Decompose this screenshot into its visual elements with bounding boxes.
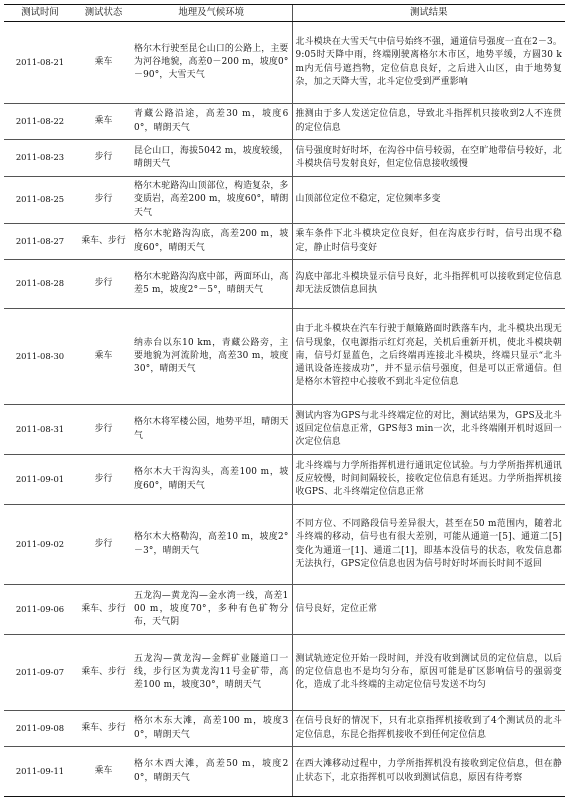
- row-result: 沟底中部北斗模块显示信号良好，北斗指挥机可以接收到定位信息却无法反馈信息回执: [292, 260, 565, 309]
- table-row: [4, 140, 565, 177]
- row-mode: 乘车、步行: [76, 224, 131, 260]
- row-date: 2011-09-11: [4, 747, 76, 797]
- row-date: 2011-09-06: [4, 585, 76, 635]
- row-environment: 格尔木行驶至昆仑山口的公路上，主要为河谷地貌，高差0－200 m，坡度0°－90°，大雪天气: [131, 22, 292, 104]
- row-result: 不同方位、不同路段信号差异很大，甚至在50 m范围内，随着北斗终端的移动，信号也有很大差别，可能从通道一[5]、通道二[5]变化为通道一[1]、通道二[1]，即基本没信号的状态，收发信息都无法执行，GPS定位信息也因为信号时好时坏而长时间不返回: [292, 505, 565, 585]
- row-environment: 格尔木驼路沟沟底中部，两面环山，高差5 m，坡度2°－5°，晴朗天气: [131, 260, 292, 309]
- table-row: [4, 224, 565, 260]
- row-mode: 乘车: [76, 309, 131, 405]
- row-environment: 格尔木大干沟沟头，高差100 m，坡度60°，晴朗天气: [131, 455, 292, 505]
- row-environment: 五龙沟—黄龙沟—金辉矿业隧道口一线，步行区为黄龙沟11号金矿带，高差100 m，坡度30°，晴朗天气: [131, 635, 292, 711]
- row-result: 乘车条件下北斗模块定位良好，但在沟底步行时，信号出现不稳定，静止时信号变好: [292, 224, 565, 260]
- row-environment: 格尔木西大滩，高差50 m，坡度20°，晴朗天气: [131, 747, 292, 797]
- header-test-status: 测试状态: [76, 5, 131, 22]
- row-result: 北斗模块在大雪天气中信号始终不强，通道信号强度一直在2－3。9:05时天降中雨，终端刚驶离格尔木市区，地势平缓，方圆30 km内无信号遮挡物，定位信息良好，之后进入山区，由于地势复杂，加之天降大雪，北斗定位受到严重影响: [292, 22, 565, 104]
- row-result: 在西大滩移动过程中，力学所指挥机没有接收到定位信息，但在静止状态下，北京指挥机可以收到测试信息，原因有待考察: [292, 747, 565, 797]
- table-row: [4, 505, 565, 585]
- row-mode: 乘车: [76, 104, 131, 140]
- row-environment: 格尔木驼路沟沟底，高差200 m，坡度60°，晴朗天气: [131, 224, 292, 260]
- row-date: 2011-08-31: [4, 405, 76, 455]
- row-environment: 纳赤台以东10 km，青藏公路旁，主要地貌为河流阶地，高差30 m，坡度30°，晴朗天气: [131, 309, 292, 405]
- row-result: 测试内容为GPS与北斗终端定位的对比，测试结果为，GPS及北斗返回定位信息正常，GPS每3 min一次，北斗终端刚开机时返回一次定位信息: [292, 405, 565, 455]
- header-environment: 地理及气候环境: [131, 5, 292, 22]
- row-result: 信号强度时好时坏，在沟谷中信号较弱，在空旷地带信号较好，北斗模块信号发射良好，但定位信息接收缓慢: [292, 140, 565, 177]
- test-results-table: [4, 4, 565, 797]
- table-row: [4, 635, 565, 711]
- row-date: 2011-09-01: [4, 455, 76, 505]
- row-result: 测试轨迹定位开始一段时间，并没有收到测试员的定位信息，以后的定位信息也不是均匀分布，原因可能是矿区影响信号的强弱变化，造成了北斗终端的主动定位信号发送不均匀: [292, 635, 565, 711]
- row-mode: 乘车、步行: [76, 711, 131, 747]
- table-row: [4, 309, 565, 405]
- row-date: 2011-09-08: [4, 711, 76, 747]
- table-row: [4, 22, 565, 104]
- row-environment: 格尔木大格勒沟，高差10 m，坡度2°－3°，晴朗天气: [131, 505, 292, 585]
- row-date: 2011-08-22: [4, 104, 76, 140]
- row-mode: 步行: [76, 505, 131, 585]
- row-mode: 步行: [76, 455, 131, 505]
- table-row: [4, 104, 565, 140]
- row-mode: 乘车: [76, 22, 131, 104]
- table-row: [4, 405, 565, 455]
- row-environment: 五龙沟—黄龙沟—金水湾一线，高差100 m，坡度70°，多种有色矿物分布，天气阴: [131, 585, 292, 635]
- row-date: 2011-08-28: [4, 260, 76, 309]
- table-header: [4, 5, 565, 22]
- row-date: 2011-08-30: [4, 309, 76, 405]
- row-result: 由于北斗模块在汽车行驶于颠簸路面时跌落车内，北斗模块出现无信号现象，仅电源指示红灯亮起，关机后重新开机，使北斗模块朝南，信号灯显蓝色，之后终端再连接北斗模块，终端只显示“北斗通讯设备连接成功”，并不显示信号强度，但是可以正常通信。但是格尔木管控中心接收不到北斗定位信息: [292, 309, 565, 405]
- row-environment: 格尔木将军楼公园，地势平坦，晴朗天气: [131, 405, 292, 455]
- header-test-result: 测试结果: [292, 5, 565, 22]
- row-result: 山顶部位定位不稳定，定位频率多变: [292, 177, 565, 224]
- row-date: 2011-08-23: [4, 140, 76, 177]
- row-mode: 步行: [76, 260, 131, 309]
- row-environment: 昆仑山口，海拔5042 m，坡度较缓，晴朗天气: [131, 140, 292, 177]
- table-row: [4, 585, 565, 635]
- table-row: [4, 711, 565, 747]
- row-mode: 步行: [76, 177, 131, 224]
- row-date: 2011-08-21: [4, 22, 76, 104]
- table-body: [4, 22, 565, 797]
- row-mode: 步行: [76, 140, 131, 177]
- row-date: 2011-08-25: [4, 177, 76, 224]
- table-row: [4, 747, 565, 797]
- row-result: 在信号良好的情况下，只有北京指挥机接收到了4个测试员的北斗定位信息，东昆仑指挥机接收不到任何定位信息: [292, 711, 565, 747]
- row-environment: 格尔木驼路沟山顶部位，构造复杂，多变质岩，高差200 m，坡度60°，晴朗天气: [131, 177, 292, 224]
- header-row: [4, 5, 565, 22]
- header-test-time: 测试时间: [4, 5, 76, 22]
- row-result: 推测由于多人发送定位信息，导致北斗指挥机只接收到2人不连贯的定位信息: [292, 104, 565, 140]
- row-mode: 乘车: [76, 747, 131, 797]
- row-result: 北斗终端与力学所指挥机进行通讯定位试验。与力学所指挥机通讯反应较慢，时间间隔较长，接收定位信息有延迟。力学所指挥机接收GPS、北斗终端定位信息正常: [292, 455, 565, 505]
- row-mode: 步行: [76, 405, 131, 455]
- table-row: [4, 177, 565, 224]
- table-row: [4, 260, 565, 309]
- row-date: 2011-09-07: [4, 635, 76, 711]
- row-environment: 青藏公路沿途，高差30 m，坡度60°，晴朗天气: [131, 104, 292, 140]
- row-date: 2011-09-02: [4, 505, 76, 585]
- row-environment: 格尔木东大滩，高差100 m，坡度30°，晴朗天气: [131, 711, 292, 747]
- row-result: 信号良好，定位正常: [292, 585, 565, 635]
- table-row: [4, 455, 565, 505]
- row-mode: 乘车、步行: [76, 585, 131, 635]
- row-mode: 乘车、步行: [76, 635, 131, 711]
- row-date: 2011-08-27: [4, 224, 76, 260]
